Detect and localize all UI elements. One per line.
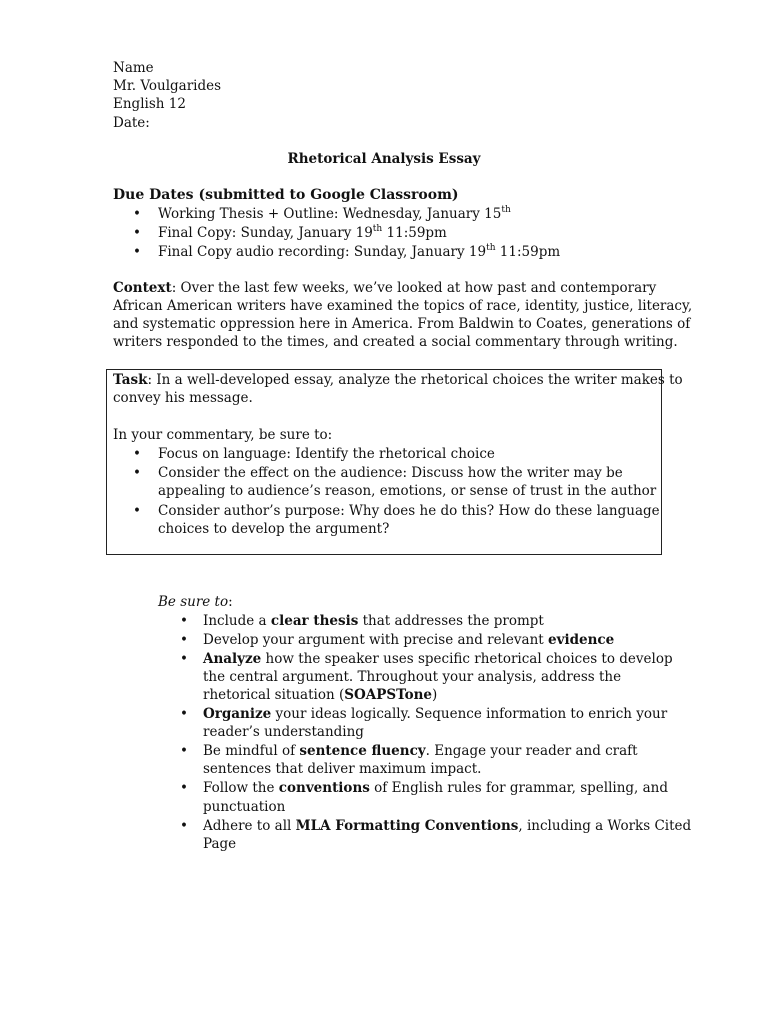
context-line: and systematic oppression here in America. From Baldwin to Coates, generations of — [113, 316, 691, 332]
bullet-icon: • — [180, 613, 188, 629]
requirement-item-cont: punctuation — [203, 799, 286, 815]
task-item-cont: appealing to audience’s reason, emotions, or sense of trust in the author — [158, 483, 657, 499]
context-label: Context — [113, 280, 172, 296]
requirement-item: Follow the conventions of English rules for grammar, spelling, and — [203, 780, 669, 796]
task-label: Task — [113, 372, 148, 388]
task-item-cont: choices to develop the argument? — [158, 521, 390, 537]
bullet-icon: • — [180, 706, 188, 722]
bullet-icon: • — [180, 818, 188, 834]
teacher-name: Mr. Voulgarides — [113, 78, 222, 94]
bullet-icon: • — [133, 206, 141, 222]
task-item: Consider author’s purpose: Why does he do this? How do these language — [158, 503, 660, 519]
student-name-label: Name — [113, 60, 154, 76]
bullet-icon: • — [180, 651, 188, 667]
course-name: English 12 — [113, 96, 186, 112]
requirement-item: Include a clear thesis that addresses the prompt — [203, 613, 544, 629]
bullet-icon: • — [133, 225, 141, 241]
task-line: convey his message. — [113, 390, 253, 406]
task-item: Focus on language: Identify the rhetorical choice — [158, 446, 495, 462]
bullet-icon: • — [180, 780, 188, 796]
bullet-icon: • — [180, 632, 188, 648]
task-item: Consider the effect on the audience: Discuss how the writer may be — [158, 465, 623, 481]
bullet-icon: • — [133, 465, 141, 481]
requirement-item-cont: sentences that deliver maximum impact. — [203, 761, 482, 777]
page-title: Rhetorical Analysis Essay — [287, 151, 481, 167]
date-label: Date: — [113, 115, 150, 131]
bullet-icon: • — [180, 743, 188, 759]
due-item: Working Thesis + Outline: Wednesday, January 15th — [158, 205, 511, 222]
be-sure-heading: Be sure to: — [158, 594, 233, 610]
requirement-item: Organize your ideas logically. Sequence information to enrich your — [203, 706, 668, 722]
context-line: writers responded to the times, and created a social commentary through writing. — [113, 334, 678, 350]
requirement-item: Develop your argument with precise and relevant evidence — [203, 632, 615, 648]
context-line: Context: Over the last few weeks, we’ve looked at how past and contemporary — [113, 280, 657, 296]
due-item: Final Copy: Sunday, January 19th 11:59pm — [158, 224, 447, 241]
bullet-icon: • — [133, 244, 141, 260]
requirement-item-cont: the central argument. Throughout your analysis, address the — [203, 669, 622, 685]
commentary-intro: In your commentary, be sure to: — [113, 427, 333, 443]
due-item: Final Copy audio recording: Sunday, January 19th 11:59pm — [158, 243, 561, 260]
requirement-item: Analyze how the speaker uses specific rhetorical choices to develop — [203, 651, 673, 667]
requirement-item-cont: Page — [203, 836, 237, 852]
due-dates-heading: Due Dates (submitted to Google Classroom) — [113, 187, 459, 203]
bullet-icon: • — [133, 446, 141, 462]
requirement-item-cont: rhetorical situation (SOAPSTone) — [203, 687, 438, 703]
bullet-icon: • — [133, 503, 141, 519]
requirement-item: Adhere to all MLA Formatting Conventions, including a Works Cited — [203, 818, 692, 834]
requirement-item: Be mindful of sentence fluency. Engage your reader and craft — [203, 743, 638, 759]
context-line: African American writers have examined the topics of race, identity, justice, literacy, — [113, 298, 693, 314]
requirement-item-cont: reader’s understanding — [203, 724, 364, 740]
task-line: Task: In a well-developed essay, analyze the rhetorical choices the writer makes to — [113, 372, 683, 388]
